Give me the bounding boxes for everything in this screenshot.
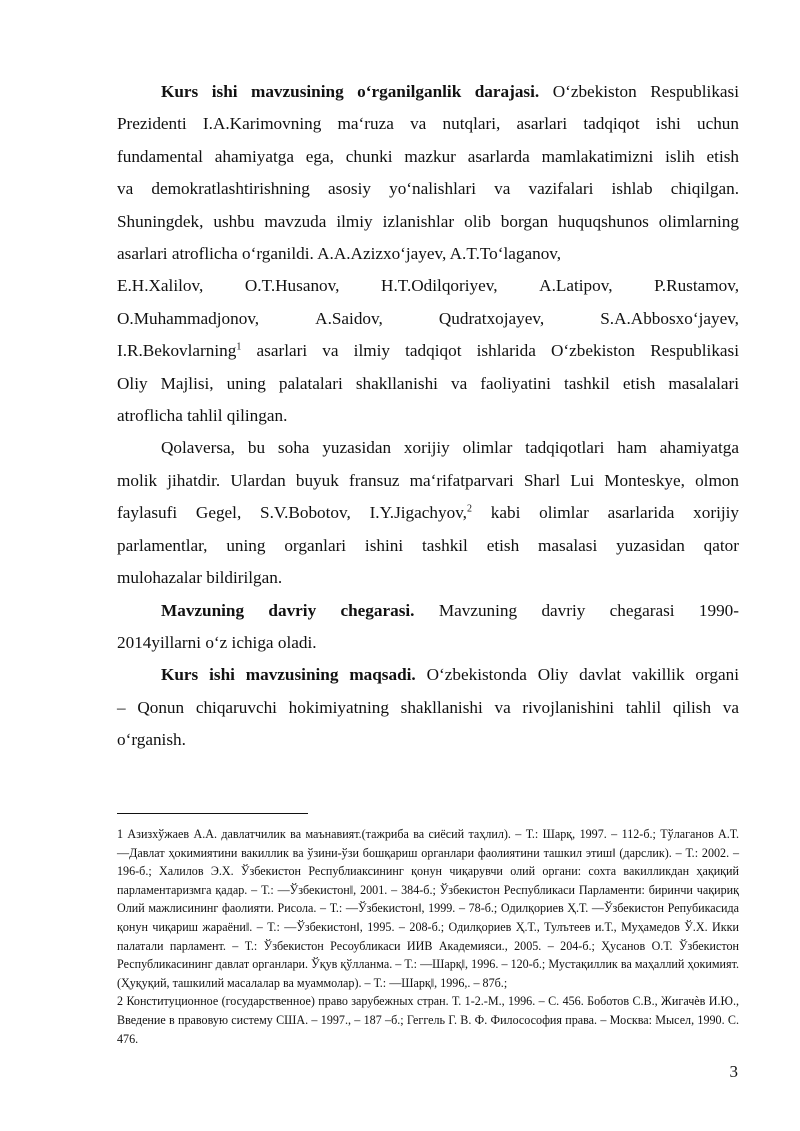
heading-time-frame: Mavzuning davriy chegarasi.: [161, 600, 415, 620]
page-number: 3: [729, 1062, 738, 1081]
text-line: va demokratlashtirishning asosiy yo‘nalishlari va vazifalari ishlab chiqilgan.: [117, 179, 739, 199]
paragraph-study-level-cont: [117, 108, 739, 432]
footnote-2: 2 Конституционное (государственное) право зарубежных стран. Т. 1-2.-М., 1996. – С. 456. Боботов С.В., Жигачѐв И.Ю., Введение в правовую систему США. – 1997., – 187 –б.; Геггель Г. В. Ф. Филосософия права. – Москва: Мысел, 1990. С. 476.: [117, 994, 739, 1046]
text-line: Prezidenti I.A.Karimovning ma‘ruza va nutqlari, asarlari tadqiqot ishi uchun: [117, 114, 739, 134]
author-name: S.A.Abbosxo‘jayev,: [600, 308, 739, 328]
paragraph-goal: [117, 659, 739, 756]
paragraph-foreign-scholars: [117, 432, 739, 594]
text-line: fundamental ahamiyatga ega, chunki mazkur asarlarda mamlakatimizni islih etish: [117, 146, 739, 166]
text-fragment: kabi olimlar asarlarida xorijiy: [490, 503, 740, 523]
text-line: atroflicha tahlil qilingan.: [117, 406, 288, 426]
paragraph-time-frame: [117, 595, 739, 660]
names-line-1: [117, 270, 739, 302]
heading-goal: Kurs ishi mavzusining maqsadi.: [161, 665, 416, 685]
page-body: [117, 76, 739, 757]
author-name: A.Saidov,: [315, 308, 383, 328]
footnote-1: 1 Азизхўжаев А.А. давлатчилик ва маънавият.(тажриба ва сиёсий таҳлил). – Т.: Шарқ, 1997. – 112-б.; Тўлаганов А.Т. ―Давлат ҳокимиятини вакиллик ва ўзини-ўзи бошқариш органлари фаолиятини ташкил этиш‖ (дарслик). – Т.: 2002. – 196-б.; Халилов Э.Х. Ўзбекистон Республиаксининг қонун чиқарувчи олий органи: сохта вакилликдан ҳақиқий парламентаризмга қадар. – Т.: ―Ўзбекистон‖, 2001. – 384-б.; Ўзбекистон Республикаси Парламенти: биринчи чақириқ Олий мажлисининг фаолияти. Рисола. – Т.: ―Ўзбекистон‖, 1999. – 78-б.; Одилқориев Ҳ.Т. ―Ўзбекистон Репубикасида қонун чиқариш жараёни‖. – Т.: ―Ўзбекистон‖, 1995. – 208-б.; Одилқориев Ҳ.Т., Тулътеев и.Т., Муҳамедов Ў.Х. Икки палатали парламент. – Т.: Ўзбекистон Ресоубликаси ИИВ Академияси., 2005. – 204-б.; Ҳусанов О.Т. Ўзбекистон Республикасининг давлат органлари. Ўқув қўлланма. – Т.: ―Шарқ‖, 1996. – 120-б.; Мустақиллик ва маҳаллий ҳокимият. (Ҳуқуқий, ташкилий масалалар ва муаммолар). – Т.: ―Шарқ‖, 1996,. – 87б.;: [117, 827, 739, 990]
author-name: Qudratxojayev,: [438, 308, 545, 328]
text-line: parlamentlar, uning organlari ishini tashkil etish masalasi yuzasidan qator: [117, 535, 739, 555]
footnotes: [117, 825, 739, 1048]
text-line: Qolaversa, bu soha yuzasidan xorijiy olimlar tadqiqotlari ham ahamiyatga: [161, 438, 739, 458]
text-line: – Qonun chiqaruvchi hokimiyatning shakllanishi va rivojlanishini tahlil qilish va: [117, 697, 739, 717]
text-fragment: Mavzuning davriy chegarasi 1990-: [438, 600, 740, 620]
author-name: O.T.Husanov,: [244, 276, 340, 296]
heading-study-level: Kurs ishi mavzusining o‘rganilganlik darajasi.: [161, 82, 540, 101]
author-name: H.T.Odilqoriyev,: [381, 276, 498, 296]
footnote-ref-2[interactable]: 2: [466, 503, 472, 515]
text-line: Shuningdek, ushbu mavzuda ilmiy izlanishlar olib borgan huquqshunos olimlarning: [117, 211, 739, 231]
text-line: molik jihatdir. Ulardan buyuk fransuz ma‘rifatparvari Sharl Lui Monteskye, olmon: [117, 470, 739, 490]
paragraph-study-level: [117, 76, 739, 108]
text-fragment: asarlari va ilmiy tadqiqot ishlarida O‘zbekiston Respublikasi: [256, 341, 740, 361]
author-name: I.R.Bekovlarning: [117, 341, 237, 361]
text-line: [117, 497, 739, 529]
text-line: Oliy Majlisi, uning palatalari shakllanishi va faoliyatini tashkil etish masalalari: [117, 373, 739, 393]
text-line: mulohazalar bildirilgan.: [117, 568, 283, 588]
author-name: P.Rustamov,: [654, 276, 739, 296]
text-line: [117, 595, 739, 627]
text-line: 2014yillarni o‘z ichiga oladi.: [117, 632, 317, 652]
author-name: E.H.Xalilov,: [117, 276, 204, 296]
text-line: asarlari atroflicha o‘rganildi. A.A.Azizxo‘jayev, A.T.To‘laganov,: [117, 244, 562, 264]
text-fragment: faylasufi Gegel, S.V.Bobotov, I.Y.Jigachyov,: [117, 503, 467, 523]
text-line: O‘zbekiston Respublikasi: [552, 82, 739, 101]
text-line: o‘rganish.: [117, 730, 186, 750]
author-name: O.Muhammadjonov,: [117, 308, 260, 328]
footnote-ref-1[interactable]: 1: [236, 341, 242, 353]
text-line: [117, 659, 739, 691]
text-line: [117, 335, 739, 367]
footnote-separator: [117, 813, 308, 814]
text-fragment: O‘zbekistonda Oliy davlat vakillik organi: [426, 665, 740, 685]
author-name: A.Latipov,: [539, 276, 613, 296]
names-line-2: [117, 303, 739, 335]
